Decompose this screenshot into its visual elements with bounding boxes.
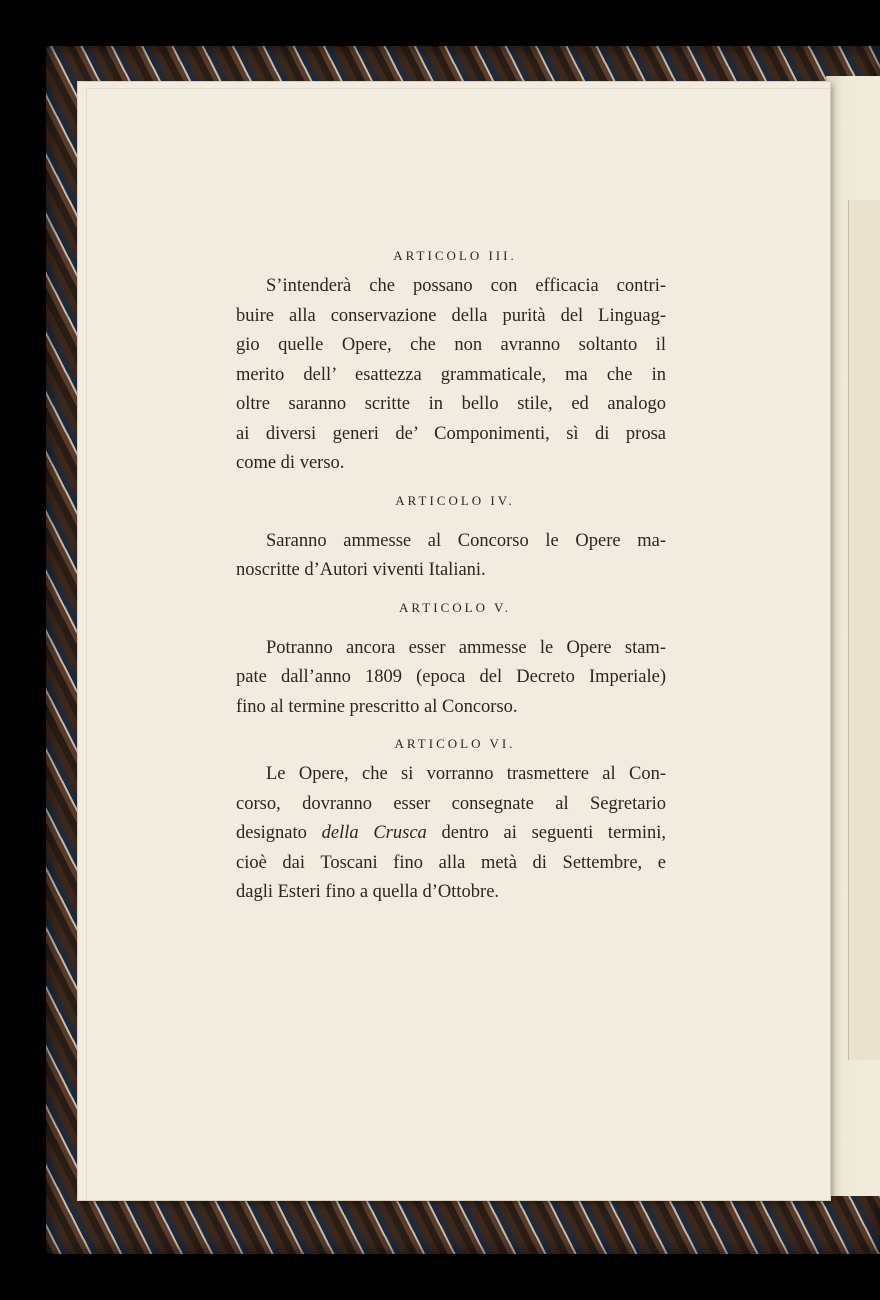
- text-line: ai diversi generi de’ Componimenti, sì di prosa: [236, 423, 666, 444]
- text-line: corso, dovranno esser consegnate al Segretario: [236, 793, 666, 814]
- text-line: buire alla conservazione della purità del Linguag-: [236, 305, 666, 326]
- text-line: Potranno ancora esser ammesse le Opere stam-: [266, 637, 666, 658]
- article-3-body: [236, 272, 666, 479]
- text-line: come di verso.: [236, 453, 345, 473]
- text-line: S’intenderà che possano con efficacia contri-: [266, 276, 666, 296]
- text-line: pate dall’anno 1809 (epoca del Decreto Imperiale): [236, 667, 666, 687]
- right-page-fold: [848, 200, 880, 1060]
- text-fragment: dentro ai seguenti termini,: [441, 823, 666, 843]
- text-line: oltre saranno scritte in bello stile, ed analogo: [236, 394, 666, 414]
- text-line: gio quelle Opere, che non avranno soltanto il: [236, 335, 666, 355]
- article-4-body: [236, 527, 666, 586]
- text-line: dagli Esteri fino a quella d’Ottobre.: [236, 882, 500, 902]
- article-4-heading: ARTICOLO IV.: [395, 492, 515, 508]
- text-line: Saranno ammesse al Concorso le Opere ma-: [266, 530, 666, 551]
- article-5-body: [236, 634, 666, 723]
- article-3-heading: ARTICOLO III.: [393, 248, 517, 263]
- text-line: Le Opere, che si vorranno trasmettere al Con-: [266, 764, 666, 784]
- text-line-with-italic: [236, 819, 666, 849]
- text-line: cioè dai Toscani fino alla metà di Settembre, e: [236, 852, 666, 873]
- text-line: fino al termine prescritto al Concorso.: [236, 696, 518, 717]
- article-6-body: [236, 760, 666, 908]
- text-fragment: designato: [236, 823, 307, 843]
- article-5-heading: ARTICOLO V.: [399, 599, 511, 615]
- text-line: noscritte d’Autori viventi Italiani.: [236, 560, 486, 580]
- text-line: merito dell’ esattezza grammaticale, ma che in: [236, 364, 666, 385]
- page-text: [236, 248, 666, 922]
- article-6-heading: ARTICOLO VI.: [394, 736, 516, 751]
- italic-fragment: della Crusca: [321, 823, 427, 843]
